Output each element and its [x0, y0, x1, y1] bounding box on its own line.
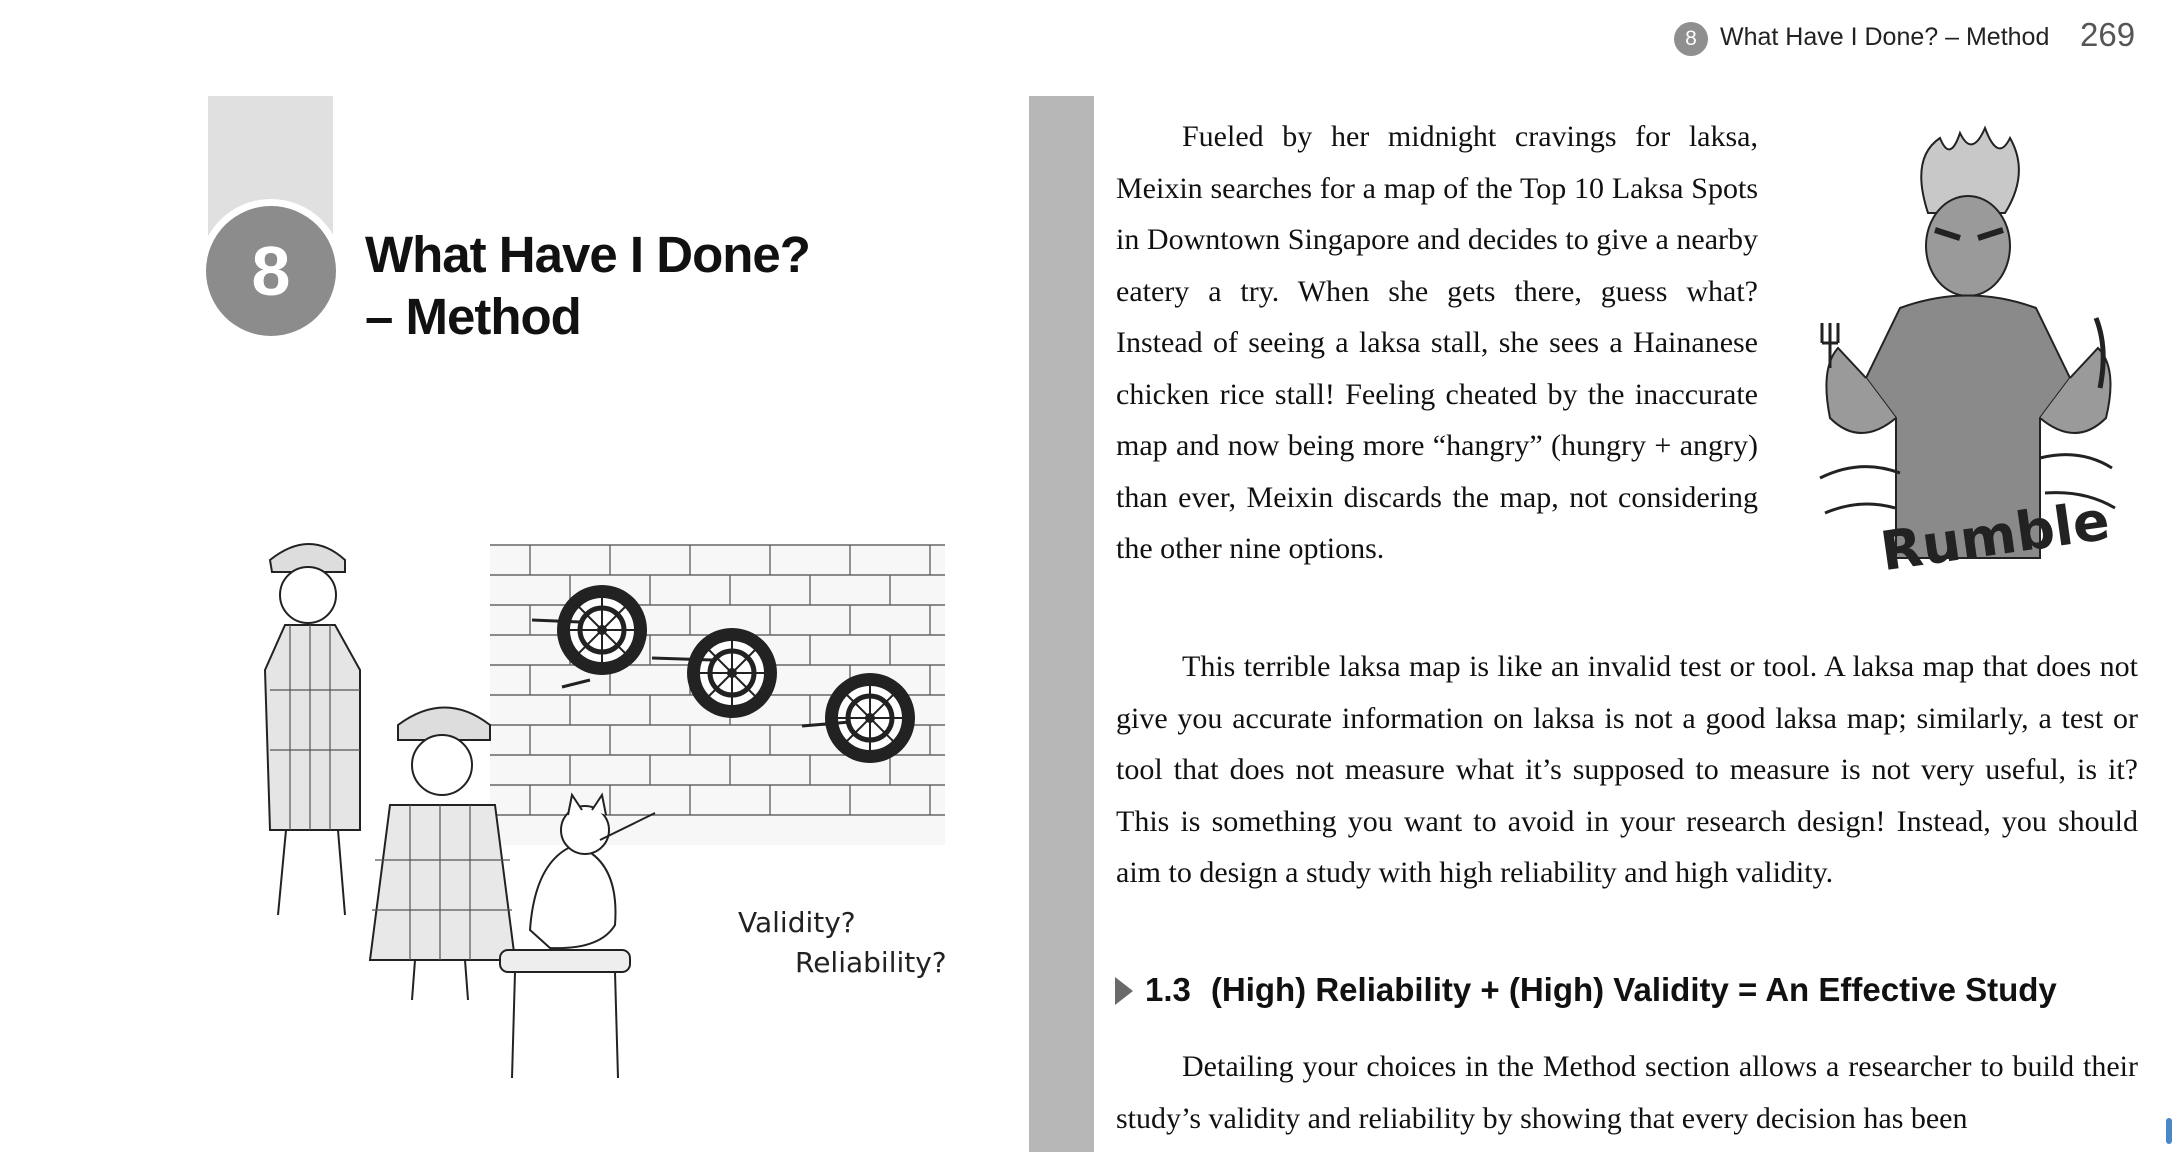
chapter-badge: 8 — [1674, 22, 1708, 56]
validity-caption: Validity? — [738, 906, 856, 939]
chapter-number-circle: 8 — [206, 206, 336, 336]
dartboard-1 — [557, 585, 647, 675]
chapter-title — [365, 224, 885, 348]
paragraph-3 — [1116, 1041, 2138, 1144]
triangle-bullet-icon — [1115, 977, 1133, 1005]
running-header — [1660, 12, 2160, 62]
dartboard-2 — [687, 628, 777, 718]
chapter-title-line1: What Have I Done? — [365, 226, 810, 283]
dartboard-3 — [825, 673, 915, 763]
boy-figure — [265, 544, 360, 915]
running-title: What Have I Done? – Method — [1720, 23, 2050, 51]
section-title: (High) Reliability + (High) Validity = An Effective Study — [1210, 971, 2057, 1008]
chapter-title-line2: – Method — [365, 288, 581, 345]
darts-illustration — [250, 530, 950, 1080]
page-number: 269 — [2080, 16, 2136, 53]
paragraph-1 — [1116, 111, 1758, 575]
paragraph-2 — [1116, 641, 2138, 899]
paragraph-1-text: Fueled by her midnight cravings for laksa, Meixin searches for a map of the Top 10 Laksa Spots in Downtown Singapore and decides to give a nearby eatery a try. When she gets there, guess what? Instead of seeing a laksa stall, she sees a Hainanese chicken rice stall! Feeling cheated by the inaccurate map and now being more “hangry” (hungry + angry) than ever, Meixin discards the map, not considering the other nine options. — [1116, 120, 1758, 565]
section-heading — [1115, 971, 2155, 1015]
reliability-caption: Reliability? — [795, 946, 947, 979]
section-number: 1.3 — [1145, 971, 1191, 1008]
page-edge-band — [1029, 96, 1094, 1152]
scroll-indicator — [2166, 1118, 2172, 1144]
paragraph-3-text: Detailing your choices in the Method section allows a researcher to build their study’s validity and reliability by showing that every decision has been — [1116, 1050, 2138, 1135]
paragraph-2-text: This terrible laksa map is like an invalid test or tool. A laksa map that does not give you accurate information on laksa is not a good laksa map; similarly, a test or tool that does not measure what it’s supposed to measure is not very useful, is it? This is something you want to avoid in your research design! Instead, you should aim to design a study with high reliability and high validity. — [1116, 650, 2138, 889]
rumble-caption: Rumble — [1876, 488, 2114, 584]
angry-man-illustration — [1800, 118, 2140, 608]
